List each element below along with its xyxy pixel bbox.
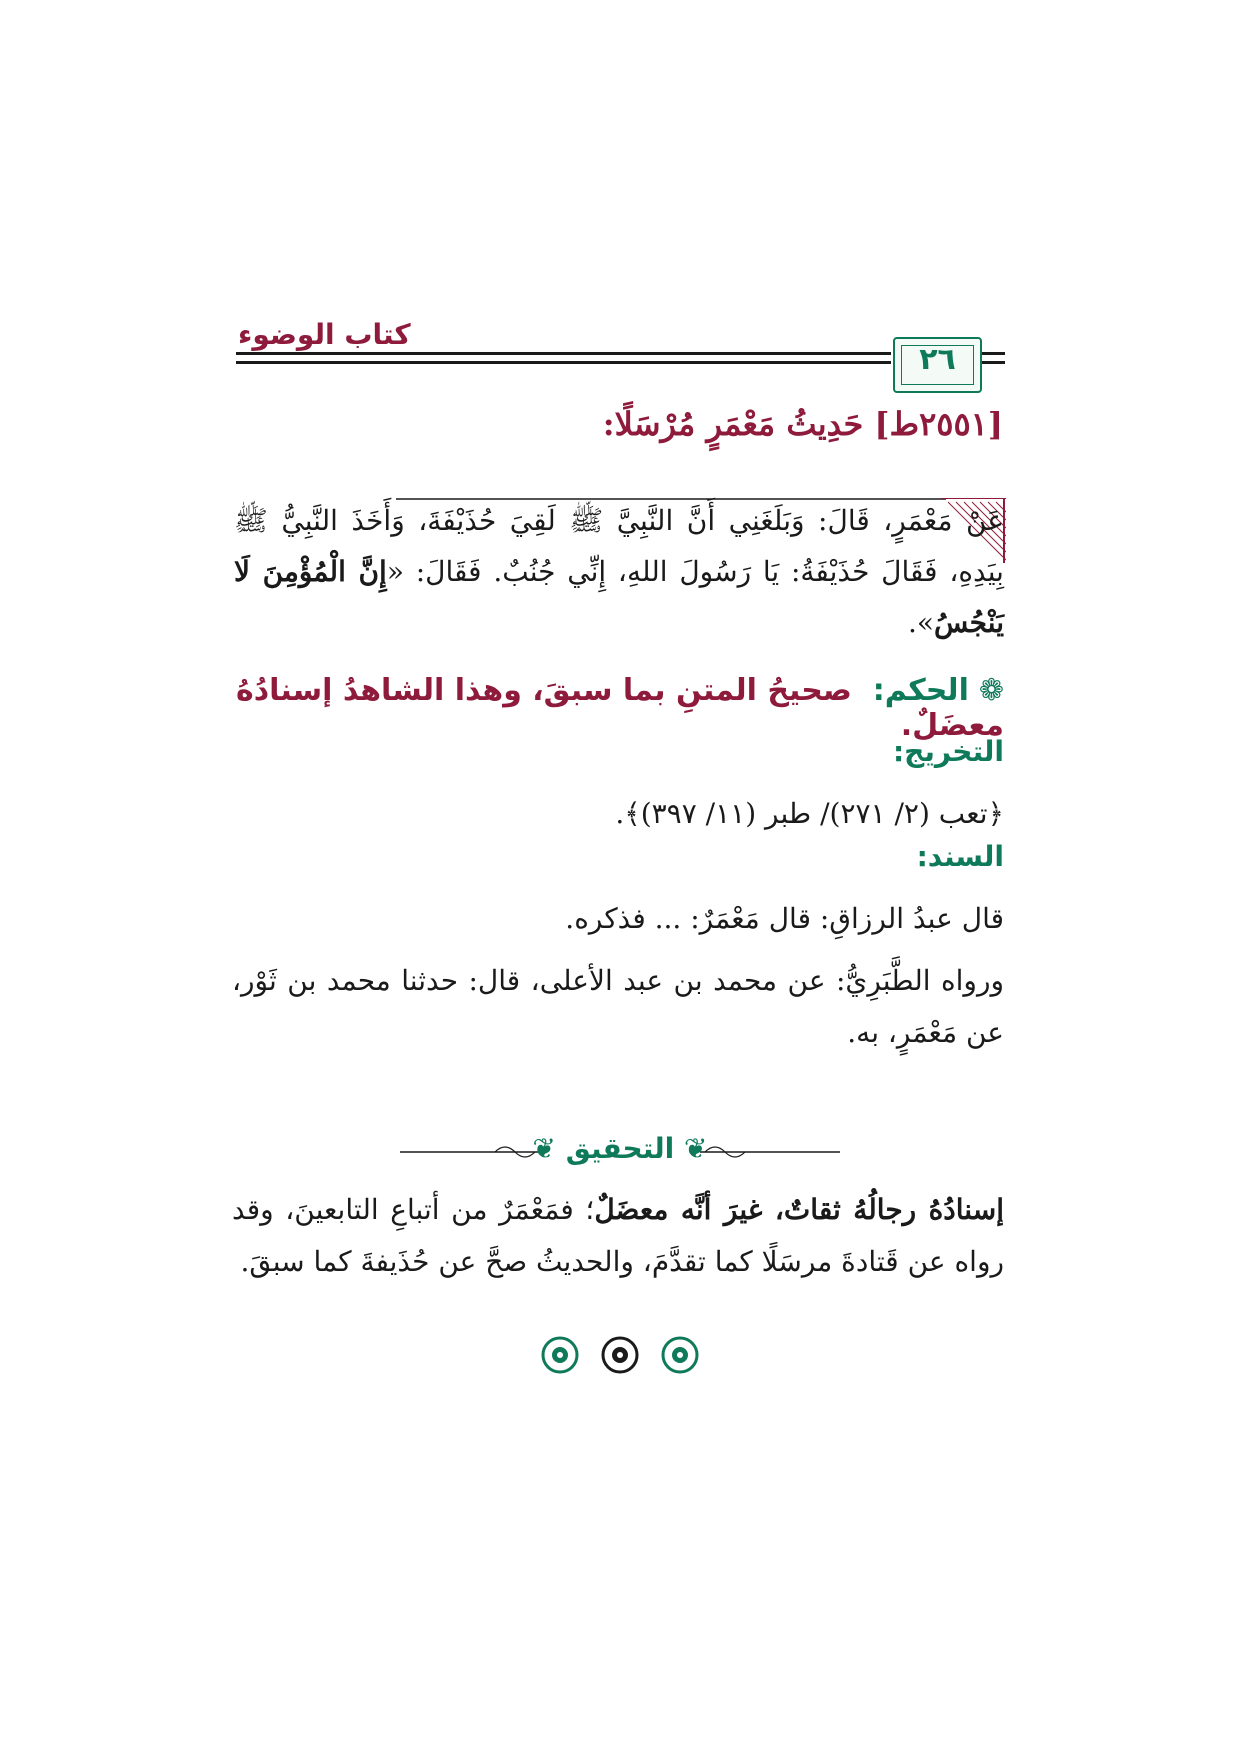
hadith-text-part2: ». xyxy=(907,606,934,639)
flower-ornament-center-icon xyxy=(603,1338,637,1372)
takhrij-text: ﴿تعب (٢/ ٢٧١)/ طبر (١١/ ٣٩٧)﴾. xyxy=(615,797,1004,830)
sanad-line1: قال عبدُ الرزاقِ: قال مَعْمَرٌ: ... فذكره. xyxy=(565,902,1004,935)
hadith-text-part1: عَنْ مَعْمَرٍ، قَالَ: وَبَلَغَنِي أَنَّ النَّبِيَّ ﷺ لَقِيَ حُذَيْفَةَ، وَأَخَذَ النَّبِيُّ ﷺ بِيَدِهِ، فَقَالَ حُذَيْفَةُ: يَا رَسُولَ اللهِ، إِنِّي جُنُبٌ. فَقَالَ: « xyxy=(234,504,1004,588)
page-number: ٢٦ xyxy=(919,342,956,377)
ruling-value: صحيحُ المتنِ بما سبقَ، وهذا الشاهدُ إسنادُهُ معضَلٌ. xyxy=(236,673,1004,743)
tahqiq-label xyxy=(400,1132,840,1165)
flower-bullet-icon: ❁ xyxy=(978,673,1004,708)
sanad-line2: ورواه الطَّبَرِيُّ: عن محمد بن عبد الأعلى، قال: حدثنا محمد بن ثَوْر، عن مَعْمَرٍ، به. xyxy=(232,964,1004,1049)
sanad-label: السند: xyxy=(916,840,1004,873)
book-title: كتاب الوضوء xyxy=(238,318,411,351)
hadith-text xyxy=(234,495,1004,648)
tahqiq-text-rest: ؛ فمَعْمَرٌ من أتباعِ التابعينَ، وقد رواه عن قَتادةَ مرسَلًا كما تقدَّمَ، والحديثُ صحَّ عن حُذَيفةَ كما سبقَ. xyxy=(232,1193,1004,1278)
tahqiq-text xyxy=(232,1184,1004,1288)
header-rule-bottom xyxy=(236,361,891,364)
tahqiq-divider xyxy=(400,1130,840,1170)
header-rule-right-bottom xyxy=(981,361,1005,364)
end-ornaments xyxy=(520,1330,720,1380)
flower-ornament-left-icon xyxy=(543,1338,577,1372)
ruling-label: الحكم: xyxy=(872,673,969,708)
header-rule-top xyxy=(236,352,891,355)
hadith-heading: [٢٥٥١ط] حَدِيثُ مَعْمَرٍ مُرْسَلًا: xyxy=(602,405,1003,443)
tahqiq-text-bold: إسنادُهُ رجالُهُ ثقاتٌ، غيرَ أنَّه معضَلٌ xyxy=(594,1193,1004,1226)
header-rule-right-top xyxy=(981,352,1005,355)
page-header xyxy=(0,0,1240,400)
ruling-line xyxy=(224,673,1004,743)
tahqiq-label-text: التحقيق xyxy=(565,1132,675,1165)
scroll-ornament-left-icon: ❦ xyxy=(532,1132,566,1165)
page-number-frame xyxy=(893,337,982,393)
scroll-ornament-right-icon: ❦ xyxy=(674,1132,708,1165)
flower-ornament-right-icon xyxy=(663,1338,697,1372)
hadith-quote: إِنَّ الْمُؤْمِنَ لَا يَنْجُسُ xyxy=(234,555,1004,639)
takhrij-label: التخريج: xyxy=(892,735,1004,768)
